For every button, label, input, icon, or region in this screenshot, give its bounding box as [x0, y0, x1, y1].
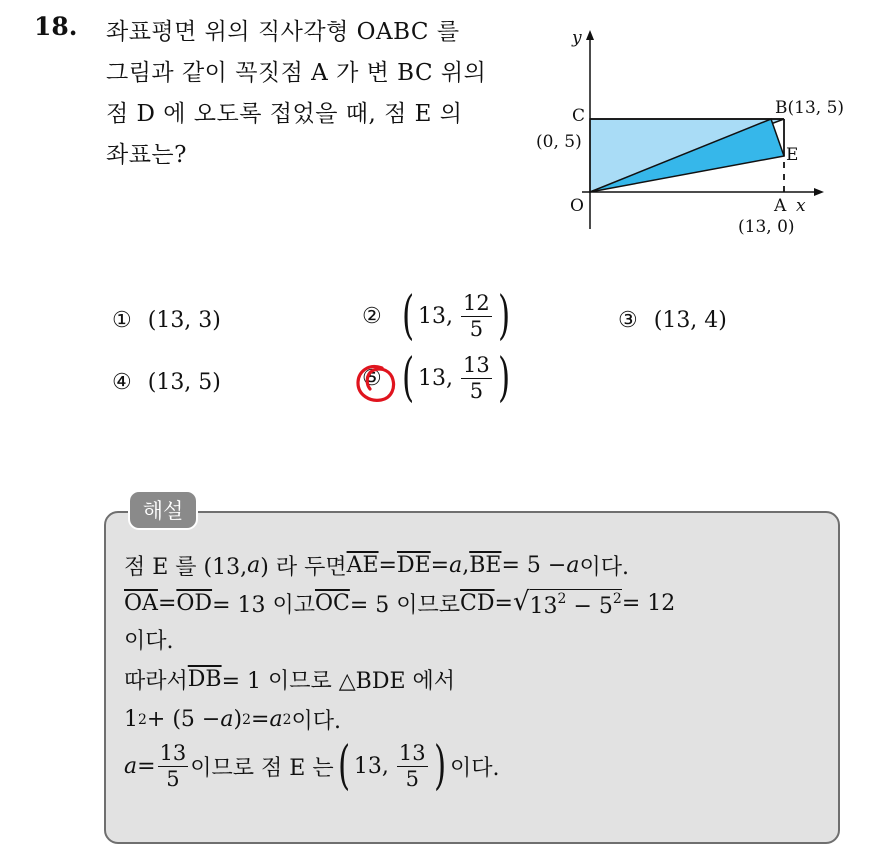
solution-fraction [397, 741, 428, 790]
solution-line-5 [124, 704, 341, 735]
radicand [530, 589, 622, 619]
text: = [157, 591, 177, 616]
text: ) 라 두면 [260, 555, 347, 580]
segment-od: $\overline{OD}$ [176, 591, 213, 616]
text: = [494, 591, 513, 616]
var-a: a [220, 707, 234, 732]
text: = [251, 707, 270, 732]
text: 1 [124, 707, 138, 732]
close-paren: ) [497, 286, 511, 346]
text: + (5 − [146, 707, 221, 732]
choice-fraction [461, 353, 492, 402]
x-axis-arrow [814, 188, 824, 196]
segment-oc: $\overline{OC}$ [314, 591, 350, 616]
choice-3[interactable] [618, 308, 727, 333]
text: = [137, 753, 156, 779]
question-line: 그림과 같이 꼭짓점 A 가 변 BC 위의 [106, 60, 487, 86]
text: 따라서 [124, 669, 188, 694]
choice-1[interactable] [112, 308, 221, 333]
var-a: a [124, 753, 138, 779]
text: 이다. [449, 755, 500, 781]
choice-fraction [461, 291, 492, 340]
open-paren: ( [401, 286, 414, 346]
var-a: a [449, 553, 463, 578]
text: = 1 이므로 △BDE 에서 [221, 669, 456, 694]
x-axis-label: x [796, 196, 806, 216]
solution-tag: 해설 [128, 490, 198, 530]
fraction-denominator: 5 [469, 316, 484, 341]
exponent: 2 [242, 711, 251, 728]
text: 이다. [579, 555, 629, 580]
solution-line-6 [124, 736, 500, 796]
choice-value: (13, 3) [147, 308, 221, 333]
text: = 5 − [501, 553, 567, 578]
y-axis-arrow [586, 30, 594, 40]
point-a-label: A [774, 196, 787, 216]
origin-label: O [570, 196, 584, 216]
text: 이다. [124, 629, 174, 654]
segment-de: $\overline{DE}$ [396, 553, 431, 578]
answer-circle-mark [352, 360, 400, 406]
choice-mark: ④ [112, 370, 132, 395]
segment-cd: $\overline{CD}$ [460, 591, 495, 616]
choice-4[interactable] [112, 370, 221, 395]
choice-prefix: 13, [418, 303, 454, 329]
text: 13 [529, 593, 558, 619]
solution-line-4 [124, 664, 455, 695]
var-a: a [566, 553, 580, 578]
text: 13, [353, 753, 389, 779]
choice-value: (13, 5) [147, 370, 221, 395]
var-a: a [247, 553, 261, 578]
text: = 5 이므로 [349, 593, 461, 618]
solution-fraction [158, 741, 189, 790]
choice-2[interactable] [362, 286, 514, 346]
text: , [462, 553, 470, 578]
choice-mark: ⑤ [362, 365, 382, 391]
exponent: 2 [557, 590, 567, 607]
var-a: a [269, 707, 283, 732]
text: ) [233, 707, 243, 732]
point-b-label: B(13, 5) [775, 98, 845, 118]
point-e-label: E [786, 145, 799, 165]
question-line: 점 D 에 오도록 접었을 때, 점 E 의 [106, 101, 463, 127]
question-number: 18. [34, 12, 78, 41]
fraction-numerator: 13 [159, 741, 187, 766]
fraction-denominator: 5 [166, 766, 180, 791]
point-a-coord: (13, 0) [738, 217, 795, 237]
coordinate-figure [524, 24, 864, 244]
y-axis-label: y [572, 28, 582, 48]
text: − 5 [566, 593, 613, 619]
question-line: 좌표평면 위의 직사각형 OABC 를 [106, 19, 460, 45]
segment-db: $\overline{DB}$ [187, 667, 222, 692]
square-root [512, 586, 622, 619]
open-paren: ( [401, 348, 414, 408]
solution-line-1 [124, 550, 629, 581]
text: 이므로 점 E 는 [190, 755, 334, 781]
text: = [430, 553, 450, 578]
fraction-numerator: 13 [398, 741, 426, 766]
close-paren: ) [497, 348, 511, 408]
solution-line-2 [124, 588, 675, 619]
text: 점 E 를 (13, [124, 555, 248, 580]
fraction-numerator: 13 [463, 353, 490, 378]
close-paren: ) [433, 736, 446, 796]
point-c-coord: (0, 5) [536, 132, 582, 152]
exponent: 2 [612, 590, 622, 607]
segment-be: $\overline{BE}$ [469, 553, 502, 578]
text: = 12 [621, 591, 676, 616]
point-c-label: C [572, 106, 586, 126]
fraction-numerator: 12 [463, 291, 490, 316]
segment-ae: $\overline{AE}$ [346, 553, 379, 578]
choice-value: (13, 4) [653, 308, 727, 333]
text: 이다. [291, 709, 341, 734]
choice-prefix: 13, [418, 365, 454, 391]
choice-mark: ③ [618, 308, 638, 333]
exponent: 2 [282, 711, 292, 728]
fraction-denominator: 5 [405, 766, 419, 791]
solution-line-3 [124, 624, 174, 655]
radical-sign: √ [512, 586, 530, 617]
question-line: 좌표는? [106, 142, 187, 168]
question-text [106, 12, 516, 176]
text: = [378, 553, 397, 578]
choice-mark: ② [362, 303, 382, 329]
fraction-denominator: 5 [469, 378, 484, 403]
open-paren: ( [337, 736, 350, 796]
segment-oa: $\overline{OA}$ [124, 591, 158, 616]
exponent: 2 [138, 711, 147, 728]
text: = 13 이고 [212, 593, 315, 618]
choice-mark: ① [112, 308, 132, 333]
